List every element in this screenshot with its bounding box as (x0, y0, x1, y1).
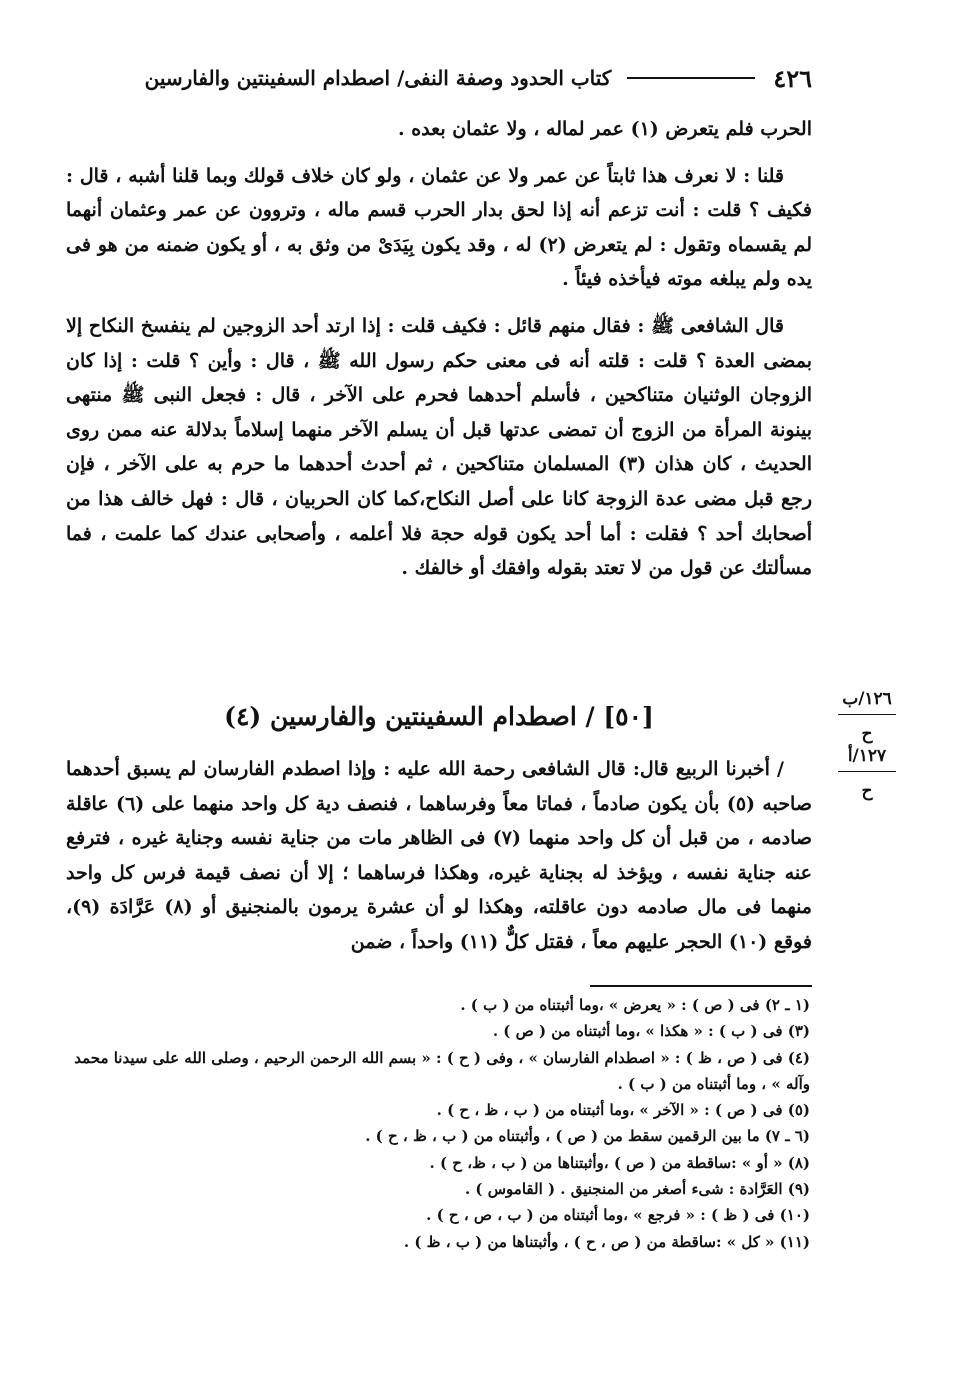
section-text (66, 752, 812, 972)
folio-ref: ١٢٦/ب (842, 689, 892, 709)
manuscript-folio-refs (838, 688, 896, 802)
folio-rule (838, 714, 896, 715)
footnote: (١ ـ ٢) فى ( ص ) : « يعرض » ،وما أثبتناه من ( ب ) . (460, 996, 810, 1014)
footnote: (٥) فى ( ص ) : « الآخر » ،وما أثبتناه من ( ب ، ظ ، ح ) . (436, 1101, 810, 1120)
folio-ref: ح (861, 781, 873, 801)
page-number: ٤٢٦ (773, 63, 812, 93)
paragraph: قلنا : لا نعرف هذا ثابتاً عن عمر ولا عن عثمان ، ولو كان خلاف قولك وبما قلنا أشبه ، قال : فكيف ؟ قلت : أنت تزعم أنه إذا لحق بدار الحرب قسم ماله ، وتروون عن عمر وعثمان أنهما لم يقسماه وتقول : لم يتعرض (٢) له ، وقد يكون بِيَدَىْ من وثق به ، أو يكون ضمنه من هو فى يده ولم يبلغه موته فيأخذه فيئاً . (66, 164, 812, 291)
folio-rule (838, 771, 896, 772)
paragraph: الحرب فلم يتعرض (١) عمر لماله ، ولا عثمان بعده . (398, 118, 812, 140)
footnote: (١٠) فى ( ظ ) : « فرجع » ،وما أثبتناه من ( ب ، ص ، ح ) . (426, 1206, 810, 1225)
footnote: (٣) فى ( ب ) : « هكذا » ،وما أثبتناه من ( ص ) . (492, 1022, 810, 1041)
footnote: (١١) « كل » :ساقطة من ( ص ، ح ) ، وأثبتناها من ( ب ، ظ ) . (403, 1232, 810, 1251)
running-header (66, 58, 812, 98)
footnote: (٩) العَرَّادة : شىء أصغر من المنجنيق . ( القاموس ) . (464, 1180, 810, 1199)
folio-ref: ح (861, 724, 873, 744)
footnote: (٨) « أو » :ساقطة من ( ص ) ،وأثبتناها من ( ب ، ظ، ح ) . (429, 1153, 810, 1172)
footnote: (٤) فى ( ص ، ظ ) : « اصطدام الفارسان » ، وفى ( ح ) : « بسم الله الرحمن الرحيم ، وصلى الله على سيدنا محمد وآله » ، وما أثبتناه من ( ب ) . (74, 1048, 810, 1093)
footnotes (66, 992, 812, 1255)
footnote-separator (590, 985, 812, 987)
paragraph: / أخبرنا الربيع قال: قال الشافعى رحمة الله عليه : وإذا اصطدم الفارسان لم يسبق أحدهما صاحبه (٥) بأن يكون صادماً ، فماتا معاً وفرساهما ، فنصف دية كل واحد منهما على (٦) عاقلة صادمه ، من قبل أن كل واحد منهما (٧) فى الظاهر مات من جناية نفسه وجناية غيره ، فترفع عنه جناية نفسه ، ويؤخذ له بجناية غيره، وهكذا فرساهما ؛ إلا أن نصف قيمة فرس كل واحد منهما فى مال صادمه دون عاقلته، وهكذا لو أن عشرة يرمون بالمنجنيق أو (٨) عَرَّادَة (٩)، فوقع (١٠) الحجر عليهم معاً ، فقتل كلٌّ (١١) واحداً ، ضمن (66, 758, 812, 953)
paragraph: قال الشافعى ﷺ : فقال منهم قائل : فكيف قلت : إذا ارتد أحد الزوجين لم ينفسخ النكاح إلا بمضى العدة ؟ قلت : قلته أنه فى معنى حكم رسول الله ﷺ ، قال : وأين ؟ قلت : إذا كان الزوجان الوثنيان متناكحين ، فأسلم أحدهما فحرم على الآخر ، قال : فجعل النبى ﷺ منتهى بينونة المرأة من الزوج أن تمضى عدتها قبل أن يسلم الآخر منهما إسلاماً بدلالة عنه ممن روى الحديث ، كان هذان (٣) المسلمان متناكحين ، ثم أحدث أحدهما ما حرم به على الآخر ، فإن رجع قبل مضى عدة الزوجة كانا على أصل النكاح،كما كان الحربيان ، قال : فهل خالف هذا من أصحابك أحد ؟ فقلت : أما أحد يكون قوله حجة فلا أعلمه ، وأصحابى عندك كما علمت ، فما مسألتك عن قول من لا تعتد بقوله وافقك أو خالفك . (66, 314, 812, 580)
folio-ref: ١٢٧/أ (847, 746, 887, 766)
main-text (66, 112, 812, 598)
section-heading: [٥٠] / اصطدام السفينتين والفارسين (٤) (224, 702, 654, 731)
footnote: (٦ ـ ٧) ما بين الرقمين سقط من ( ص ) ، وأثبتناه من ( ب ، ظ ، ح ) . (365, 1127, 810, 1146)
header-rule (627, 77, 755, 79)
running-title: كتاب الحدود وصفة النفى/ اصطدام السفينتين والفارسين (144, 66, 612, 90)
